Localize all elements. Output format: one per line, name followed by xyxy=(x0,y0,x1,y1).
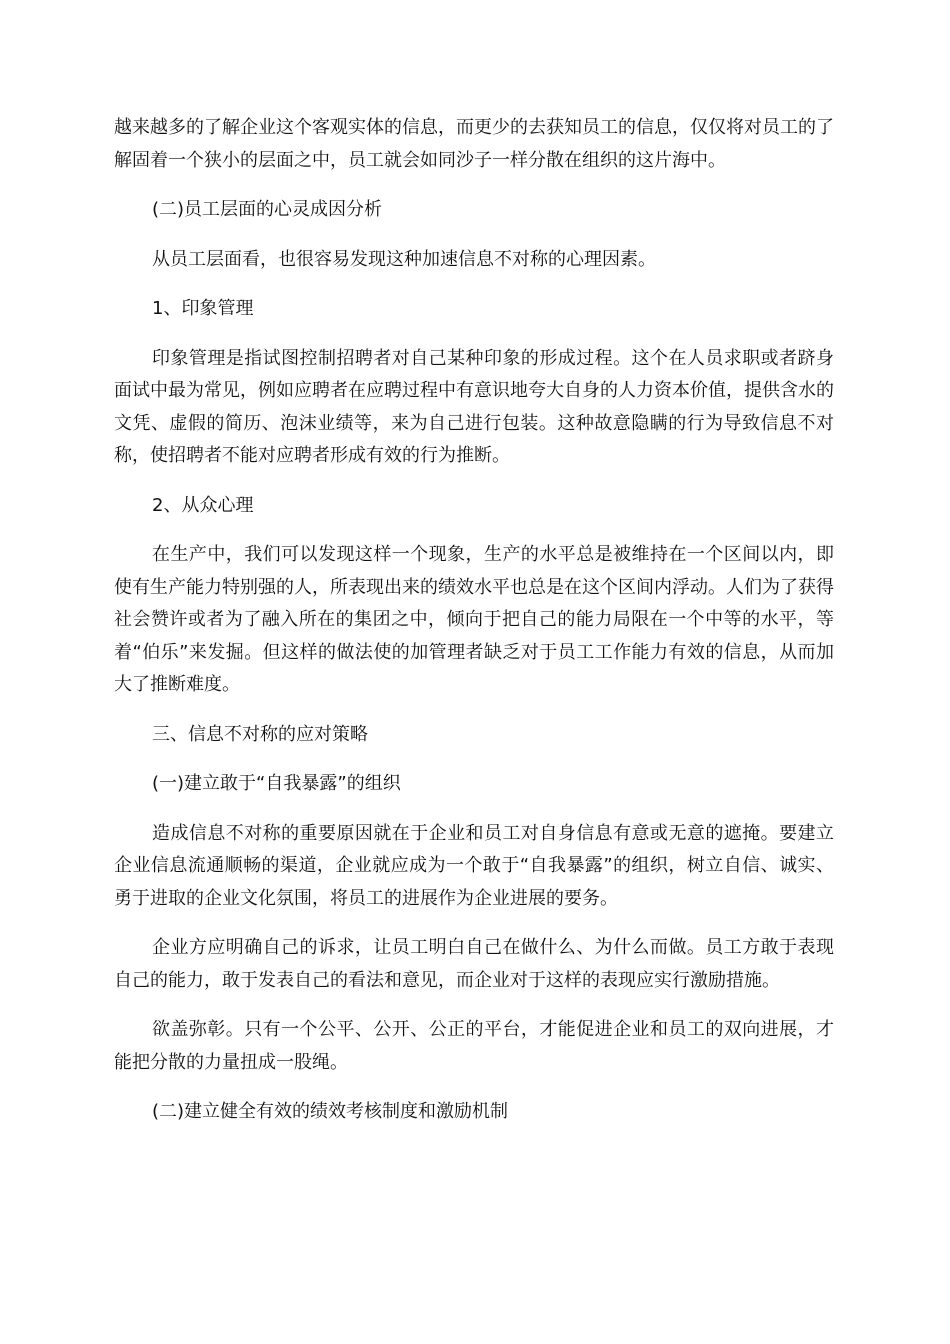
paragraph-enterprise-goals: 企业方应明确自己的诉求，让员工明白自己在做什么、为什么而做。员工方敢于表现自己的能力，敢于发表自己的看法和意见，而企业对于这样的表现应实行激励措施。 xyxy=(114,937,834,991)
paragraph-conformity: 在生产中，我们可以发现这样一个现象，生产的水平总是被维持在一个区间以内，即使有生产能力特别强的人，所表现出来的绩效水平也总是在这个区间内浮动。人们为了获得社会赞许或者为了融入所在的集团之中，倾向于把自己的能力局限在一个中等的水平，等着“伯乐”来发掘。但这样的做法使的加管理者缺乏对于员工工作能力有效的信息，从而加大了推断难度。 xyxy=(114,544,834,695)
subheading-conformity: 2、从众心理 xyxy=(152,494,254,516)
paragraph-self-disclosure: 造成信息不对称的重要原因就在于企业和员工对自身信息有意或无意的遮掩。要建立企业信息流通顺畅的渠道，企业就应成为一个敢于“自我暴露”的组织，树立自信、诚实、勇于进取的企业文化氛围，将员工的进展作为企业进展的要务。 xyxy=(114,822,834,909)
paragraph-impression-management: 印象管理是指试图控制招聘者对自己某种印象的形成过程。这个在人员求职或者跻身面试中最为常见，例如应聘者在应聘过程中有意识地夸大自身的人力资本价值，提供含水的文凭、虚假的简历、泡沫业绩等，来为自己进行包装。这种故意隐瞒的行为导致信息不对称，使招聘者不能对应聘者形成有效的行为推断。 xyxy=(114,347,834,466)
subheading-impression-management: 1、印象管理 xyxy=(152,298,254,319)
paragraph-intro-continuation: 越来越多的了解企业这个客观实体的信息，而更少的去获知员工的信息，仅仅将对员工的了解固着一个狭小的层面之中，员工就会如同沙子一样分散在组织的这片海中。 xyxy=(114,117,834,171)
subheading-performance-system: (二)建立健全有效的绩效考核制度和激励机制 xyxy=(152,1101,509,1122)
section-heading-strategies: 三、信息不对称的应对策略 xyxy=(152,723,368,745)
section-heading-employee-psychology: (二)员工层面的心灵成因分析 xyxy=(152,199,383,220)
paragraph-employee-level: 从员工层面看，也很容易发现这种加速信息不对称的心理因素。 xyxy=(152,248,656,270)
paragraph-fair-platform: 欲盖弥彰。只有一个公平、公开、公正的平台，才能促进企业和员工的双向进展，才能把分散的力量扭成一股绳。 xyxy=(114,1019,834,1073)
subheading-self-disclosure: (一)建立敢于“自我暴露”的组织 xyxy=(152,773,401,794)
document-body xyxy=(114,112,834,1146)
